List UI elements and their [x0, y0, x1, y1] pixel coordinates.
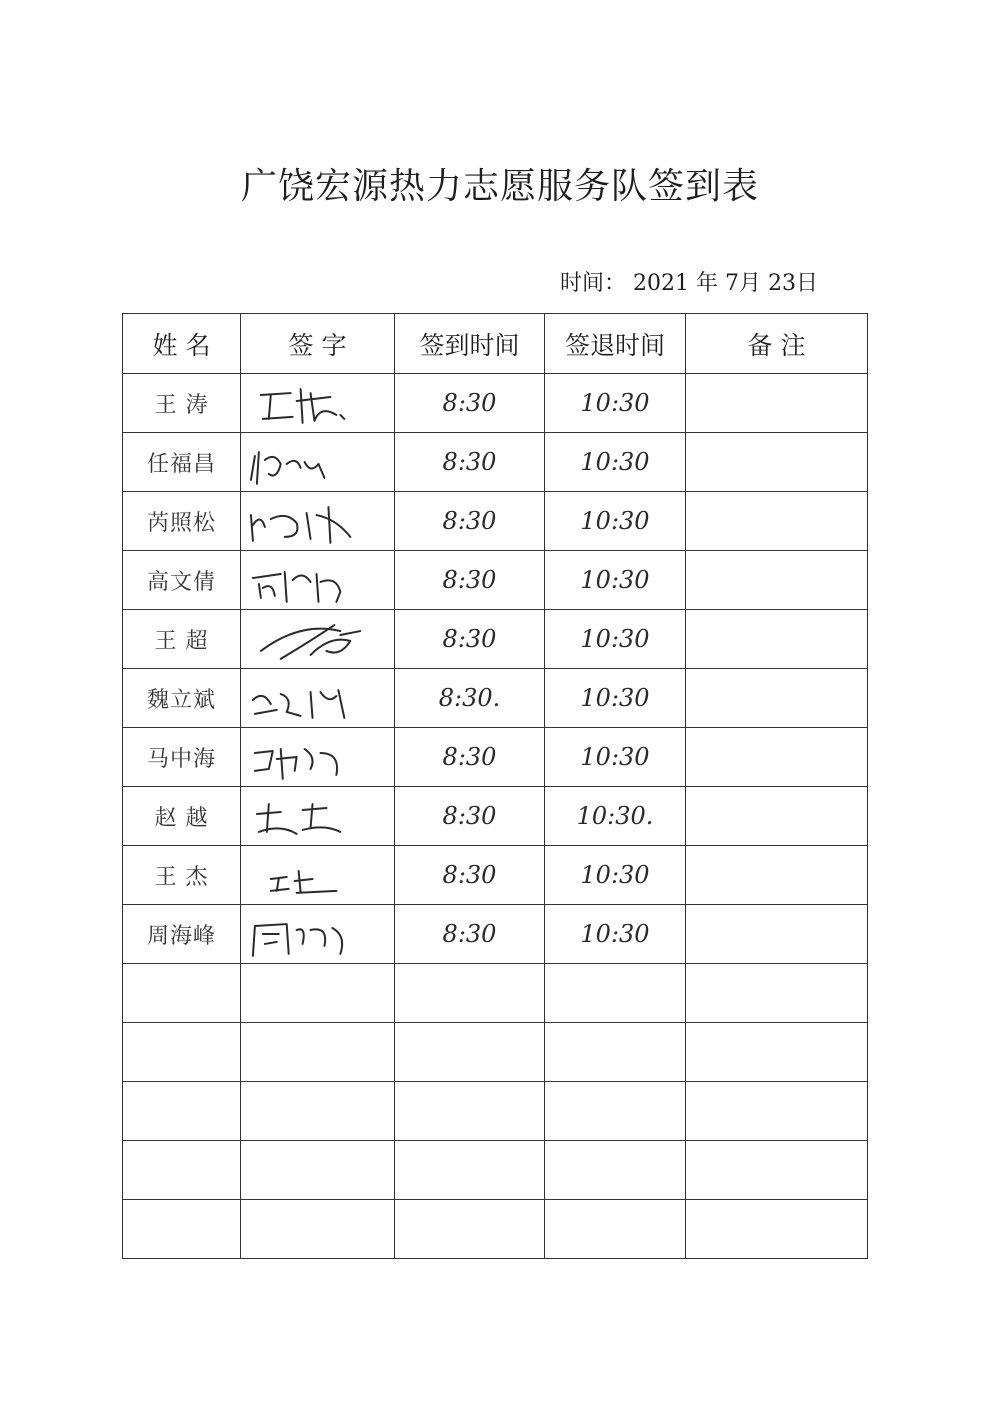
table-row — [123, 1082, 868, 1141]
signature-cell — [241, 1141, 395, 1200]
signature-image — [241, 375, 394, 431]
signature-image — [241, 493, 394, 549]
table-row — [123, 492, 868, 551]
header-checkin-time: 签到时间 — [395, 314, 545, 374]
table-row — [123, 551, 868, 610]
table-row — [123, 610, 868, 669]
name-cell — [123, 1023, 241, 1082]
checkout-time-cell: 10:30 — [545, 669, 686, 728]
table-header-row — [123, 314, 868, 374]
signature-cell — [241, 846, 395, 905]
signature-cell — [241, 1023, 395, 1082]
checkin-time-cell: 8:30. — [395, 669, 545, 728]
name-cell: 王 超 — [123, 610, 241, 669]
note-cell — [686, 964, 868, 1023]
checkout-time-cell: 10:30 — [545, 610, 686, 669]
header-name: 姓 名 — [123, 314, 241, 374]
note-cell — [686, 1141, 868, 1200]
checkout-time-cell: 10:30. — [545, 787, 686, 846]
signature-cell — [241, 787, 395, 846]
header-note: 备 注 — [686, 314, 868, 374]
table-row — [123, 1200, 868, 1259]
page-title: 广饶宏源热力志愿服务队签到表 — [240, 166, 759, 207]
note-cell — [686, 905, 868, 964]
sign-in-table — [122, 313, 868, 1259]
signature-cell — [241, 433, 395, 492]
signature-image — [241, 906, 394, 962]
checkin-time-cell — [395, 964, 545, 1023]
signature-cell — [241, 610, 395, 669]
checkin-time-cell: 8:30 — [395, 846, 545, 905]
name-cell — [123, 1082, 241, 1141]
name-cell: 周海峰 — [123, 905, 241, 964]
name-cell: 马中海 — [123, 728, 241, 787]
name-cell — [123, 1141, 241, 1200]
signature-cell — [241, 492, 395, 551]
table-row — [123, 1023, 868, 1082]
name-cell — [123, 964, 241, 1023]
note-cell — [686, 728, 868, 787]
checkin-time-cell — [395, 1023, 545, 1082]
checkout-time-cell — [545, 964, 686, 1023]
header-signature: 签 字 — [241, 314, 395, 374]
checkout-time-cell: 10:30 — [545, 728, 686, 787]
signature-cell — [241, 728, 395, 787]
note-cell — [686, 610, 868, 669]
checkout-time-cell — [545, 1082, 686, 1141]
checkin-time-cell: 8:30 — [395, 905, 545, 964]
name-cell — [123, 1200, 241, 1259]
note-cell — [686, 374, 868, 433]
signature-image — [241, 729, 394, 785]
note-cell — [686, 433, 868, 492]
checkin-time-cell: 8:30 — [395, 433, 545, 492]
signature-image — [241, 788, 394, 844]
note-cell — [686, 1200, 868, 1259]
signature-image — [241, 552, 394, 608]
note-cell — [686, 787, 868, 846]
note-cell — [686, 551, 868, 610]
table-row — [123, 433, 868, 492]
checkout-time-cell — [545, 1141, 686, 1200]
note-cell — [686, 492, 868, 551]
date-line: 时间： 2021 年 7月 23日 — [560, 271, 818, 296]
signature-cell — [241, 1082, 395, 1141]
name-cell: 任福昌 — [123, 433, 241, 492]
table-row — [123, 846, 868, 905]
checkin-time-cell — [395, 1200, 545, 1259]
checkout-time-cell: 10:30 — [545, 551, 686, 610]
signature-cell — [241, 964, 395, 1023]
signature-cell — [241, 1200, 395, 1259]
signature-image — [241, 670, 394, 726]
table-row — [123, 374, 868, 433]
table-row — [123, 787, 868, 846]
checkout-time-cell: 10:30 — [545, 846, 686, 905]
header-checkout-time: 签退时间 — [545, 314, 686, 374]
name-cell: 高文倩 — [123, 551, 241, 610]
checkin-time-cell: 8:30 — [395, 610, 545, 669]
note-cell — [686, 846, 868, 905]
table-row — [123, 1141, 868, 1200]
signature-cell — [241, 551, 395, 610]
checkin-time-cell — [395, 1141, 545, 1200]
name-cell: 芮照松 — [123, 492, 241, 551]
checkout-time-cell: 10:30 — [545, 433, 686, 492]
checkin-time-cell: 8:30 — [395, 728, 545, 787]
checkin-time-cell: 8:30 — [395, 492, 545, 551]
note-cell — [686, 1082, 868, 1141]
table-row — [123, 669, 868, 728]
name-cell: 魏立斌 — [123, 669, 241, 728]
note-cell — [686, 1023, 868, 1082]
checkout-time-cell — [545, 1200, 686, 1259]
table-row — [123, 964, 868, 1023]
checkin-time-cell: 8:30 — [395, 374, 545, 433]
note-cell — [686, 669, 868, 728]
name-cell: 王 杰 — [123, 846, 241, 905]
signature-image — [241, 847, 394, 903]
name-cell: 王 涛 — [123, 374, 241, 433]
signature-cell — [241, 905, 395, 964]
checkin-time-cell: 8:30 — [395, 787, 545, 846]
checkout-time-cell: 10:30 — [545, 492, 686, 551]
checkout-time-cell: 10:30 — [545, 905, 686, 964]
table-row — [123, 728, 868, 787]
table-row — [123, 905, 868, 964]
checkin-time-cell — [395, 1082, 545, 1141]
signature-cell — [241, 669, 395, 728]
signature-image — [241, 434, 394, 490]
signature-cell — [241, 374, 395, 433]
checkout-time-cell: 10:30 — [545, 374, 686, 433]
checkin-time-cell: 8:30 — [395, 551, 545, 610]
checkout-time-cell — [545, 1023, 686, 1082]
signature-image — [241, 611, 394, 667]
name-cell: 赵 越 — [123, 787, 241, 846]
